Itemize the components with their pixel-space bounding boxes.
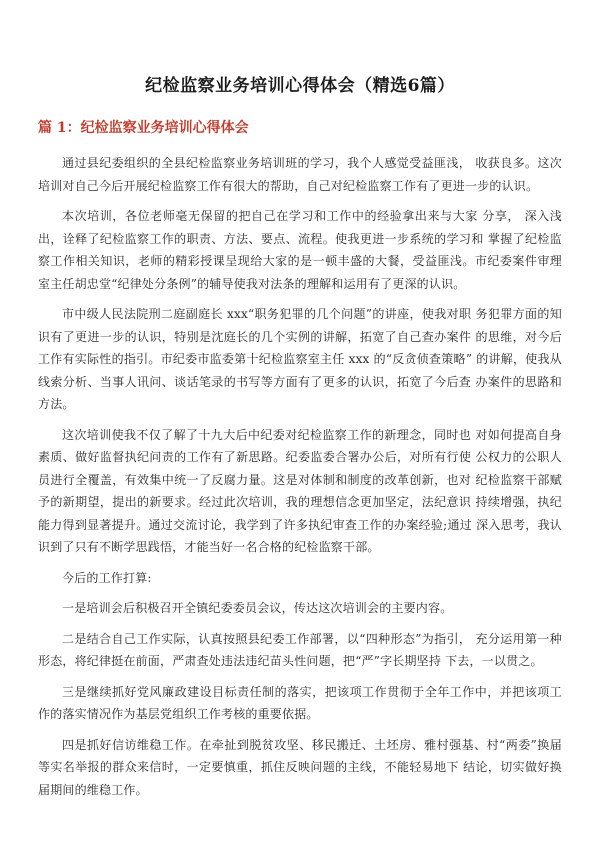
paragraph-new-ideas: 这次培训使我不仅了解了十九大后中纪委对纪检监察工作的新理念，同时也 对如何提高自身素质、做好监督执纪问责的工作有了新思路。纪委监委合署办公后，对所有行使 公权力的公职人员进行全覆盖，有效集中统一了反腐力量。这是对体制和制度的改革创新，也对 纪检监察干部赋予的新期望，提出的新要求。经过此次培训，我的理想信念更加坚定，法纪意识 持续增强，执纪能力得到显著提升。通过交流讨论，我学到了许多执纪审查工作的办案经验;通过 深入思考，我认识到了只有不断学思践悟，才能当好一名合格的纪检监察干部。 — [38, 427, 562, 554]
paragraph-plan-two: 二是结合自己工作实际，认真按照县纪委工作部署，以“四种形态”为指引， 充分运用第一种形态，将纪律挺在前面，严肃查处违法违纪苗头性问题，把“严”字长期坚持 下去，一以贯之。 — [38, 631, 562, 668]
paragraph-plan-three: 三是继续抓好党风廉政建设目标责任制的落实，把该项工作贯彻于全年工作中，并把该项工作的落实情况作为基层党组织工作考核的重要依据。 — [38, 684, 562, 721]
paragraph-plan-one: 一是培训会后积极召开全镇纪委委员会议，传达这次培训会的主要内容。 — [62, 601, 453, 615]
paragraph-intro: 通过县纪委组织的全县纪检监察业务培训班的学习，我个人感觉受益匪浅， 收获良多。这次培训对自己今后开展纪检监察工作有很大的帮助，自己对纪检监察工作有了更进一步的认识。 — [38, 156, 562, 193]
section-heading: 篇 1：纪检监察业务培训心得体会 — [38, 120, 249, 136]
paragraph-court-lecture: 市中级人民法院刑二庭副庭长 xxx“职务犯罪的几个问题”的讲座，使我对职 务犯罪方面的知识有了更进一步的认识，特别是沈庭长的几个实例的讲解，拓宽了自己查办案件 的思维，对今后工作有实际性的指引。市纪委市监委第十纪检监察室主任 xxx 的“反贪侦查策略” 的讲解，使我从线索分析、当事人讯问、谈话笔录的书写等方面有了更多的认识，拓宽了今后查 办案件的思路和方法。 — [38, 307, 562, 411]
paragraph-future-plans-heading: 今后的工作打算: — [62, 570, 152, 585]
document-title: 纪检监察业务培训心得体会（精选6篇） — [145, 76, 455, 96]
paragraph-plan-four: 四是抓好信访维稳工作。在牵扯到脱贫攻坚、移民搬迁、土坯房、雅村强基、村“两委”换届等实名举报的群众来信时，一定要慎重，抓住反映问题的主线，不能轻易地下 结论，切实做好换届期间的维稳工作。 — [38, 737, 562, 797]
paragraph-training-content: 本次培训，各位老师毫无保留的把自己在学习和工作中的经验拿出来与大家 分享， 深入浅出，诠释了纪检监察工作的职责、方法、要点、流程。使我更进一步系统的学习和 掌握了纪检监察工作相关知识，老师的精彩授课呈现给大家的是一顿丰盛的大餐，受益匪浅。市纪委案件审理室主任胡忠堂“纪律处分条例”的辅导使我对法条的理解和运用有了更深的认识。 — [38, 209, 562, 291]
